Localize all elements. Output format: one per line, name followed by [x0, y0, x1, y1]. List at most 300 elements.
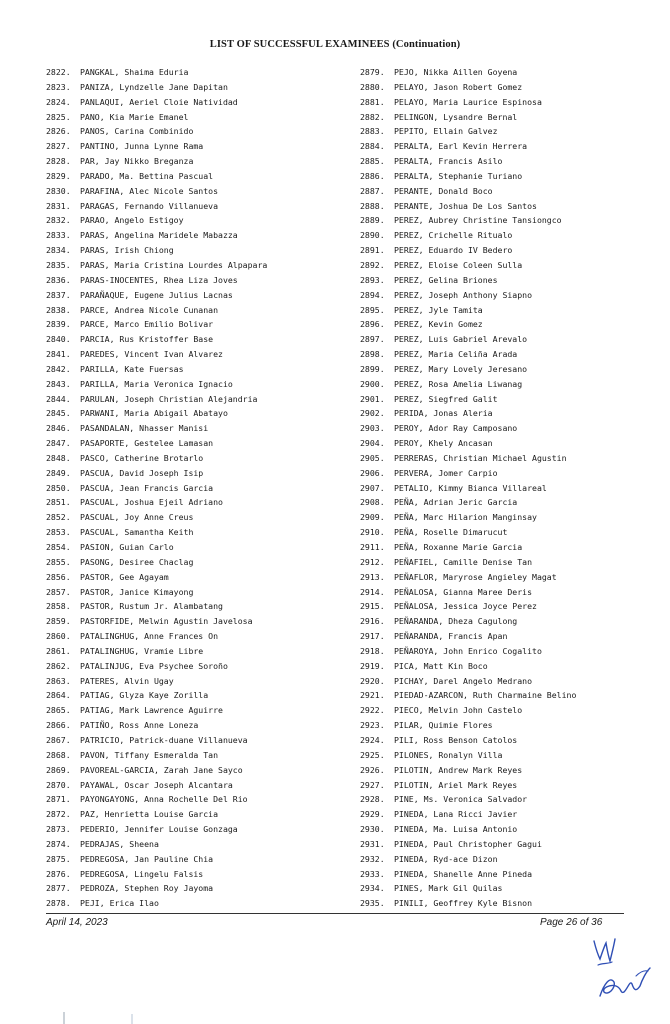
- list-item: [360, 436, 660, 451]
- examinee-name: PEREZ, Crichelle Ritualo: [394, 230, 513, 241]
- list-item: [46, 792, 346, 807]
- examinee-name: PINEDA, Shanelle Anne Pineda: [394, 868, 533, 879]
- examinee-number: 2924.: [360, 734, 385, 745]
- examinee-name: PAVOREAL-GARCIA, Zarah Jane Sayco: [80, 764, 243, 775]
- examinee-number: 2916.: [360, 616, 385, 627]
- list-item: [360, 659, 660, 674]
- examinee-number: 2843.: [46, 378, 71, 389]
- examinee-number: 2851.: [46, 497, 71, 508]
- examinee-number: 2833.: [46, 230, 71, 241]
- examinee-number: 2895.: [360, 304, 385, 315]
- examinee-name: PEREZ, Siegfred Galit: [394, 393, 498, 404]
- examinee-number: 2899.: [360, 363, 385, 374]
- list-item: [360, 124, 660, 139]
- examinee-name: PARWANI, Maria Abigail Abatayo: [80, 408, 228, 419]
- examinee-name: PARAO, Angelo Estigoy: [80, 215, 184, 226]
- examinee-name: PAYONGAYONG, Anna Rochelle Del Rio: [80, 794, 248, 805]
- examinee-name: PATALINGHUG, Anne Frances On: [80, 631, 219, 642]
- examinee-number: 2873.: [46, 824, 71, 835]
- examinee-number: 2912.: [360, 556, 385, 567]
- examinee-name: PINEDA, Paul Christopher Gagui: [394, 838, 542, 849]
- examinee-number: 2891.: [360, 245, 385, 256]
- examinee-number: 2825.: [46, 111, 71, 122]
- examinee-name: PASTOR, Rustum Jr. Alambatang: [80, 601, 223, 612]
- examinee-name: PARILLA, Maria Veronica Ignacio: [80, 378, 233, 389]
- examinee-name: PEDROZA, Stephen Roy Jayoma: [80, 883, 214, 894]
- examinee-name: PEREZ, Maria Celiña Arada: [394, 349, 518, 360]
- list-item: [46, 495, 346, 510]
- list-item: [360, 733, 660, 748]
- list-item: [360, 525, 660, 540]
- examinee-number: 2896.: [360, 319, 385, 330]
- examinee-number: 2866.: [46, 720, 71, 731]
- examinee-number: 2824.: [46, 96, 71, 107]
- examinee-number: 2830.: [46, 185, 71, 196]
- examinee-name: PARCE, Marco Emilio Bolivar: [80, 319, 214, 330]
- examinee-name: PANIZA, Lyndzelle Jane Dapitan: [80, 81, 228, 92]
- examinee-name: PARCIA, Rus Kristoffer Base: [80, 334, 214, 345]
- list-item: [46, 881, 346, 896]
- examinee-number: 2849.: [46, 467, 71, 478]
- examinee-number: 2852.: [46, 512, 71, 523]
- examinee-number: 2868.: [46, 749, 71, 760]
- examinee-name: PILAR, Quimie Flores: [394, 720, 493, 731]
- list-item: [360, 778, 660, 793]
- list-item: [46, 317, 346, 332]
- examinee-name: PEÑALOSA, Jessica Joyce Perez: [394, 601, 537, 612]
- examinee-name: PETALIO, Kimmy Bianca Villareal: [394, 482, 547, 493]
- list-item: [360, 65, 660, 80]
- examinee-number: 2920.: [360, 675, 385, 686]
- list-item: [46, 139, 346, 154]
- list-item: [360, 288, 660, 303]
- examinee-name: PATIAG, Glyza Kaye Zorilla: [80, 690, 209, 701]
- list-item: [46, 763, 346, 778]
- examinee-name: PILONES, Ronalyn Villa: [394, 749, 503, 760]
- examinee-number: 2840.: [46, 334, 71, 345]
- list-item: [360, 555, 660, 570]
- examinee-name: PEPITO, Ellain Galvez: [394, 126, 498, 137]
- examinee-name: PATALINJUG, Eva Psychee Soroño: [80, 660, 228, 671]
- examinee-number: 2876.: [46, 868, 71, 879]
- examinee-number: 2860.: [46, 631, 71, 642]
- list-item: [46, 614, 346, 629]
- list-item: [360, 540, 660, 555]
- examinee-name: PELAYO, Maria Laurice Espinosa: [394, 96, 542, 107]
- examinee-number: 2931.: [360, 838, 385, 849]
- list-item: [46, 273, 346, 288]
- list-item: [360, 154, 660, 169]
- examinee-name: PICA, Matt Kin Boco: [394, 660, 488, 671]
- list-item: [46, 258, 346, 273]
- examinee-name: PATIAG, Mark Lawrence Aguirre: [80, 705, 223, 716]
- examinee-name: PINILI, Geoffrey Kyle Bisnon: [394, 898, 533, 909]
- examinee-number: 2822.: [46, 67, 71, 77]
- list-item: [360, 228, 660, 243]
- list-item: [46, 332, 346, 347]
- footer-divider: [46, 913, 624, 914]
- examinee-name: PASION, Guian Carlo: [80, 542, 174, 552]
- examinee-name: PEÑARANDA, Francis Apan: [394, 631, 508, 642]
- scan-artifact-marks: [60, 1012, 180, 1024]
- examinee-number: 2832.: [46, 215, 71, 226]
- examinee-name: PEREZ, Eloise Coleen Sulla: [394, 259, 523, 270]
- examinee-name: PARAS-INOCENTES, Rhea Liza Joves: [80, 274, 238, 285]
- examinee-number: 2874.: [46, 838, 71, 849]
- examinee-name: PEDRAJAS, Sheena: [80, 838, 159, 849]
- examinee-name: PEÑA, Roxanne Marie Garcia: [394, 542, 523, 552]
- examinee-number: 2923.: [360, 720, 385, 731]
- list-item: [46, 436, 346, 451]
- list-item: [360, 199, 660, 214]
- list-item: [46, 867, 346, 882]
- examinee-number: 2909.: [360, 512, 385, 523]
- list-item: [360, 495, 660, 510]
- examinee-number: 2870.: [46, 779, 71, 790]
- examinee-number: 2908.: [360, 497, 385, 508]
- examinee-name: PERALTA, Earl Kevin Herrera: [394, 141, 528, 152]
- list-item: [360, 703, 660, 718]
- list-item: [360, 688, 660, 703]
- list-item: [46, 852, 346, 867]
- list-item: [360, 867, 660, 882]
- examinee-number: 2882.: [360, 111, 385, 122]
- examinee-name: PICHAY, Darel Angelo Medrano: [394, 675, 533, 686]
- examinee-name: PEREZ, Rosa Amelia Liwanag: [394, 378, 523, 389]
- examinee-name: PELINGON, Lysandre Bernal: [394, 111, 518, 122]
- list-item: [46, 837, 346, 852]
- list-item: [360, 896, 660, 911]
- list-item: [46, 674, 346, 689]
- examinee-name: PILOTIN, Ariel Mark Reyes: [394, 779, 518, 790]
- examinee-name: PARAFINA, Alec Nicole Santos: [80, 185, 219, 196]
- list-item: [360, 718, 660, 733]
- examinee-name: PASCUAL, Samantha Keith: [80, 527, 194, 538]
- list-item: [46, 199, 346, 214]
- examinee-number: 2864.: [46, 690, 71, 701]
- examinee-name: PERANTE, Donald Boco: [394, 185, 493, 196]
- list-item: [360, 585, 660, 600]
- examinee-name: PARADO, Ma. Bettina Pascual: [80, 170, 214, 181]
- examinee-name: PEÑALOSA, Gianna Maree Deris: [394, 586, 533, 597]
- list-item: [46, 228, 346, 243]
- examinee-number: 2928.: [360, 794, 385, 805]
- examinee-number: 2935.: [360, 898, 385, 909]
- examinee-number: 2838.: [46, 304, 71, 315]
- examinee-name: PAZ, Henrietta Louise Garcia: [80, 809, 219, 820]
- list-item: [46, 392, 346, 407]
- footer-date: April 14, 2023: [46, 917, 108, 928]
- examinee-number: 2823.: [46, 81, 71, 92]
- page-title: LIST OF SUCCESSFUL EXAMINEES (Continuation): [209, 39, 461, 50]
- list-item: [360, 763, 660, 778]
- examinee-name: PASANDALAN, Nhasser Manisi: [80, 423, 209, 434]
- examinee-number: 2921.: [360, 690, 385, 701]
- examinee-number: 2904.: [360, 438, 385, 449]
- examinee-name: PANTINO, Junna Lynne Rama: [80, 141, 204, 152]
- list-item: [360, 377, 660, 392]
- examinee-name: PEJI, Erica Ilao: [80, 898, 159, 909]
- list-item: [46, 510, 346, 525]
- examinee-number: 2879.: [360, 67, 385, 77]
- examinee-name: PATRICIO, Patrick-duane Villanueva: [80, 734, 248, 745]
- examinee-name: PEDREGOSA, Jan Pauline Chia: [80, 853, 214, 864]
- list-item: [360, 837, 660, 852]
- examinee-name: PEREZ, Jyle Tamita: [394, 304, 483, 315]
- examinee-name: PEÑA, Marc Hilarion Manginsay: [394, 512, 537, 523]
- examinee-number: 2925.: [360, 749, 385, 760]
- examinee-number: 2885.: [360, 156, 385, 167]
- examinee-number: 2855.: [46, 556, 71, 567]
- list-item: [46, 184, 346, 199]
- examinee-name: PARAS, Angelina Maridele Mabazza: [80, 230, 238, 241]
- examinee-number: 2839.: [46, 319, 71, 330]
- examinee-number: 2853.: [46, 527, 71, 538]
- list-item: [360, 243, 660, 258]
- examinee-number: 2835.: [46, 259, 71, 270]
- list-item: [360, 139, 660, 154]
- examinee-number: 2918.: [360, 645, 385, 656]
- examinee-number: 2892.: [360, 259, 385, 270]
- list-item: [360, 852, 660, 867]
- examinee-number: 2861.: [46, 645, 71, 656]
- examinee-list-left-column: [46, 65, 346, 911]
- examinee-number: 2922.: [360, 705, 385, 716]
- examinee-name: PATIÑO, Ross Anne Loneza: [80, 720, 199, 731]
- examinee-number: 2884.: [360, 141, 385, 152]
- examinee-number: 2917.: [360, 631, 385, 642]
- examinee-number: 2900.: [360, 378, 385, 389]
- examinee-number: 2888.: [360, 200, 385, 211]
- list-item: [360, 510, 660, 525]
- examinee-name: PEDREGOSA, Lingelu Falsis: [80, 868, 204, 879]
- examinee-name: PASAPORTE, Gestelee Lamasan: [80, 438, 214, 449]
- examinee-number: 2829.: [46, 170, 71, 181]
- list-item: [46, 688, 346, 703]
- list-item: [360, 347, 660, 362]
- list-item: [360, 748, 660, 763]
- examinee-number: 2914.: [360, 586, 385, 597]
- list-item: [360, 362, 660, 377]
- list-item: [46, 599, 346, 614]
- list-item: [360, 421, 660, 436]
- examinee-name: PERALTA, Francis Asilo: [394, 156, 503, 167]
- list-item: [360, 481, 660, 496]
- examinee-name: PAYAWAL, Oscar Joseph Alcantara: [80, 779, 233, 790]
- examinee-number: 2933.: [360, 868, 385, 879]
- examinee-number: 2927.: [360, 779, 385, 790]
- list-item: [46, 110, 346, 125]
- examinee-number: 2880.: [360, 81, 385, 92]
- list-item: [46, 644, 346, 659]
- list-item: [46, 213, 346, 228]
- examinee-number: 2863.: [46, 675, 71, 686]
- list-item: [46, 95, 346, 110]
- examinee-name: PARAÑAQUE, Eugene Julius Lacnas: [80, 289, 233, 300]
- examinee-name: PEJO, Nikka Aillen Goyena: [394, 67, 518, 77]
- examinee-number: 2828.: [46, 156, 71, 167]
- list-item: [46, 362, 346, 377]
- list-item: [46, 748, 346, 763]
- examinee-number: 2842.: [46, 363, 71, 374]
- examinee-name: PINEDA, Ma. Luisa Antonio: [394, 824, 518, 835]
- examinee-name: PEREZ, Gelina Briones: [394, 274, 498, 285]
- examinee-number: 2893.: [360, 274, 385, 285]
- examinee-number: 2905.: [360, 452, 385, 463]
- list-item: [360, 792, 660, 807]
- examinee-name: PINEDA, Ryd-ace Dizon: [394, 853, 498, 864]
- examinee-name: PINE, Ms. Veronica Salvador: [394, 794, 528, 805]
- examinee-name: PASCUA, Jean Francis Garcia: [80, 482, 214, 493]
- examinee-number: 2844.: [46, 393, 71, 404]
- examinee-number: 2883.: [360, 126, 385, 137]
- list-item: [360, 807, 660, 822]
- examinee-number: 2929.: [360, 809, 385, 820]
- list-item: [46, 243, 346, 258]
- examinee-number: 2907.: [360, 482, 385, 493]
- list-item: [360, 570, 660, 585]
- examinee-name: PERVERA, Jomer Carpio: [394, 467, 498, 478]
- examinee-number: 2906.: [360, 467, 385, 478]
- examinee-number: 2890.: [360, 230, 385, 241]
- examinee-number: 2848.: [46, 452, 71, 463]
- examinee-name: PANOS, Carina Combinido: [80, 126, 194, 137]
- list-item: [46, 778, 346, 793]
- examinee-number: 2919.: [360, 660, 385, 671]
- examinee-name: PASCUA, David Joseph Isip: [80, 467, 204, 478]
- list-item: [46, 154, 346, 169]
- list-item: [360, 466, 660, 481]
- list-item: [46, 540, 346, 555]
- list-item: [46, 481, 346, 496]
- list-item: [46, 718, 346, 733]
- examinee-name: PEÑAFIEL, Camille Denise Tan: [394, 556, 533, 567]
- examinee-name: PERANTE, Joshua De Los Santos: [394, 200, 537, 211]
- list-item: [360, 822, 660, 837]
- list-item: [360, 451, 660, 466]
- examinee-number: 2915.: [360, 601, 385, 612]
- examinee-number: 2837.: [46, 289, 71, 300]
- examinee-name: PIECO, Melvin John Castelo: [394, 705, 523, 716]
- examinee-number: 2872.: [46, 809, 71, 820]
- list-item: [360, 80, 660, 95]
- examinee-number: 2865.: [46, 705, 71, 716]
- examinee-name: PILI, Ross Benson Catolos: [394, 734, 518, 745]
- examinee-name: PARILLA, Kate Fuersas: [80, 363, 184, 374]
- list-item: [46, 585, 346, 600]
- examinee-name: PARAS, Maria Cristina Lourdes Alpapara: [80, 259, 268, 270]
- list-item: [360, 317, 660, 332]
- examinee-name: PEREZ, Kevin Gomez: [394, 319, 483, 330]
- examinee-name: PATERES, Alvin Ugay: [80, 675, 174, 686]
- examinee-name: PANGKAL, Shaima Eduria: [80, 67, 189, 77]
- examinee-name: PINEDA, Lana Ricci Javier: [394, 809, 518, 820]
- list-item: [46, 303, 346, 318]
- examinee-number: 2841.: [46, 349, 71, 360]
- examinee-number: 2911.: [360, 542, 385, 552]
- examinee-name: PAR, Jay Nikko Breganza: [80, 156, 194, 167]
- examinee-number: 2894.: [360, 289, 385, 300]
- examinee-name: PASCUAL, Joshua Ejeil Adriano: [80, 497, 223, 508]
- examinee-number: 2897.: [360, 334, 385, 345]
- examinee-number: 2854.: [46, 542, 71, 552]
- examinee-number: 2881.: [360, 96, 385, 107]
- list-item: [46, 466, 346, 481]
- examinee-number: 2834.: [46, 245, 71, 256]
- list-item: [360, 629, 660, 644]
- list-item: [46, 80, 346, 95]
- examinee-number: 2889.: [360, 215, 385, 226]
- examinee-number: 2878.: [46, 898, 71, 909]
- examinee-name: PAREDES, Vincent Ivan Alvarez: [80, 349, 223, 360]
- examinee-name: PASONG, Desiree Chaclag: [80, 556, 194, 567]
- examinee-number: 2871.: [46, 794, 71, 805]
- examinee-name: PARCE, Andrea Nicole Cunanan: [80, 304, 219, 315]
- examinee-number: 2836.: [46, 274, 71, 285]
- examinee-name: PARAS, Irish Chiong: [80, 245, 174, 256]
- examinee-name: PAVON, Tiffany Esmeralda Tan: [80, 749, 219, 760]
- examinee-name: PASCUAL, Joy Anne Creus: [80, 512, 194, 523]
- examinee-number: 2831.: [46, 200, 71, 211]
- examinee-number: 2857.: [46, 586, 71, 597]
- examinee-name: PATALINGHUG, Vramie Libre: [80, 645, 204, 656]
- examinee-name: PASTORFIDE, Melwin Agustin Javelosa: [80, 616, 253, 627]
- list-item: [360, 614, 660, 629]
- list-item: [46, 896, 346, 911]
- examinee-name: PEDERIO, Jennifer Louise Gonzaga: [80, 824, 238, 835]
- examinee-name: PEÑA, Roselle Dimarucut: [394, 527, 508, 538]
- list-item: [46, 703, 346, 718]
- examinee-name: PINES, Mark Gil Quilas: [394, 883, 503, 894]
- list-item: [46, 124, 346, 139]
- examinee-name: PEÑAFLOR, Maryrose Angieley Magat: [394, 571, 557, 582]
- examinee-name: PASTOR, Janice Kimayong: [80, 586, 194, 597]
- list-item: [46, 555, 346, 570]
- examinee-number: 2875.: [46, 853, 71, 864]
- examinee-number: 2913.: [360, 571, 385, 582]
- examinee-name: PEREZ, Mary Lovely Jeresano: [394, 363, 528, 374]
- list-item: [360, 644, 660, 659]
- examinee-name: PEREZ, Luis Gabriel Arevalo: [394, 334, 528, 345]
- list-item: [46, 733, 346, 748]
- list-item: [46, 525, 346, 540]
- examinee-name: PANO, Kia Marie Emanel: [80, 111, 189, 122]
- examinee-name: PEREZ, Joseph Anthony Siapno: [394, 289, 533, 300]
- list-item: [360, 599, 660, 614]
- list-item: [360, 303, 660, 318]
- list-item: [360, 169, 660, 184]
- examinee-name: PEROY, Khely Ancasan: [394, 438, 493, 449]
- examinee-list-right-column: [360, 65, 660, 911]
- list-item: [46, 421, 346, 436]
- examinee-number: 2930.: [360, 824, 385, 835]
- list-item: [46, 659, 346, 674]
- handwritten-signature-icon: [596, 962, 654, 1002]
- list-item: [46, 629, 346, 644]
- list-item: [46, 377, 346, 392]
- list-item: [46, 451, 346, 466]
- examinee-number: 2826.: [46, 126, 71, 137]
- list-item: [46, 406, 346, 421]
- examinee-number: 2862.: [46, 660, 71, 671]
- examinee-number: 2932.: [360, 853, 385, 864]
- examinee-name: PERRERAS, Christian Michael Agustin: [394, 452, 567, 463]
- examinee-name: PASTOR, Gee Agayam: [80, 571, 169, 582]
- list-item: [46, 822, 346, 837]
- list-item: [46, 570, 346, 585]
- examinee-number: 2926.: [360, 764, 385, 775]
- examinee-number: 2910.: [360, 527, 385, 538]
